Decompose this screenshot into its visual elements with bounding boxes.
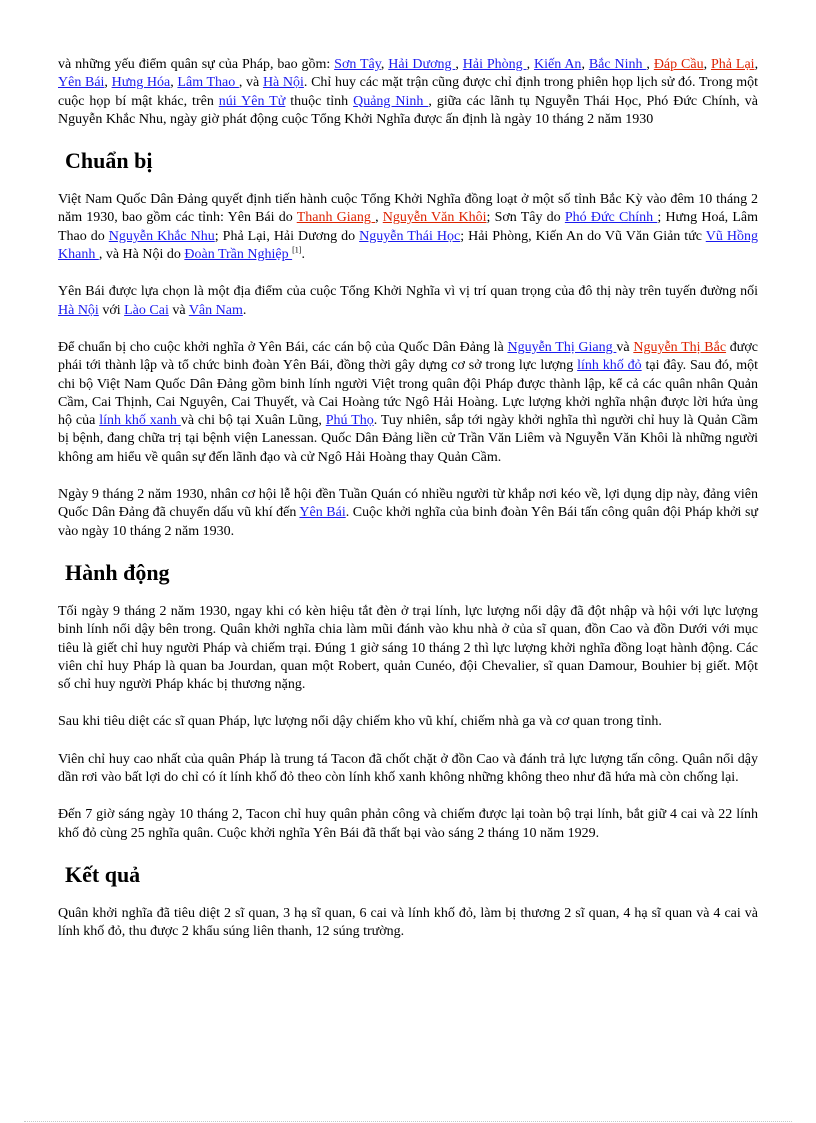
text-run: Viên chỉ huy cao nhất của quân Pháp là trung tá Tacon đã chốt chặt ở đồn Cao và đánh trả lực lượng tấn công. Quân nổi dậy dần rơi vào bất lợi do chỉ có ít lính khố đỏ theo còn lính khố xanh không những không theo như đã hứa mà còn chống lại.	[58, 751, 758, 786]
paragraph-results	[58, 905, 758, 942]
inline-link[interactable]: Nguyễn Thị Bắc	[633, 339, 727, 355]
inline-link[interactable]: Hà Nội	[58, 302, 99, 318]
text-run: ,	[703, 57, 711, 72]
inline-link[interactable]: Phú Thọ	[325, 413, 374, 429]
inline-link[interactable]: Bắc Ninh	[588, 57, 647, 72]
paragraph-seize-armory	[58, 713, 758, 731]
text-run: được phái tới thành lập và tổ chức binh đoàn Yên Bái, đồng thời gây dựng cơ sở trong lực lượng	[58, 339, 758, 374]
text-run: , và Hà Nội do	[98, 247, 185, 263]
text-run: ; Phả Lại, Hải Dương do	[214, 228, 360, 244]
text-run: và những yếu điểm quân sự của Pháp, bao gồm:	[58, 57, 335, 72]
text-run: ,	[646, 57, 654, 72]
paragraph-yen-bai-preparation	[58, 339, 758, 467]
inline-link[interactable]: Vân Nam	[188, 302, 243, 318]
paragraph-preparation-provinces	[58, 191, 758, 264]
inline-link[interactable]: Kiến An	[533, 57, 582, 72]
inline-link[interactable]: Sơn Tây	[334, 57, 381, 72]
text-run: ,	[104, 75, 112, 91]
inline-link[interactable]: Hưng Hóa	[111, 75, 171, 91]
text-run: ,	[526, 57, 534, 72]
text-run: và	[168, 302, 189, 318]
text-run: thuộc tỉnh	[285, 93, 354, 109]
inline-link[interactable]: Đoàn Trần Nghiệp	[184, 247, 293, 263]
inline-link[interactable]: Hà Nội	[262, 75, 304, 91]
paragraph-festival	[58, 486, 758, 541]
text-run: tại đây. Sau đó, một chi bộ Việt Nam Quốc Dân Đảng gồm binh lính người Việt trong quân đội Pháp được thành lập, kể cả các quân nhân Quản Cầm, Cai Thịnh, Cai Nguyên, Cai Thuyết, và Cai Hoàng tức Ngô Hải Hoàng. Lực lượng khởi nghĩa nhận được lời hứa ủng hộ của	[58, 358, 759, 429]
text-run: ; Hải Phòng, Kiến An do Vũ Văn Giản tức	[460, 228, 706, 244]
inline-link[interactable]: Lâm Thao	[177, 75, 239, 91]
inline-link[interactable]: Phả Lại	[711, 57, 755, 72]
inline-link[interactable]: Nguyễn Văn Khôi	[382, 210, 487, 226]
heading-hanh-dong: Hành động	[65, 559, 170, 585]
text-run: Quân khởi nghĩa đã tiêu diệt 2 sĩ quan, 3 hạ sĩ quan, 6 cai và lính khố đỏ, làm bị thương 2 sĩ quan, 4 hạ sĩ quan và 4 cai và lính khố đỏ, thu được 2 khẩu súng liên thanh, 12 súng trường.	[58, 905, 758, 940]
text-run: ,	[581, 57, 589, 72]
inline-link[interactable]: Hải Dương	[388, 57, 456, 72]
page-bottom-divider	[24, 1121, 792, 1122]
text-run: ,	[375, 210, 383, 226]
text-run: , giữa các lãnh tụ Nguyễn Thái Học, Phó Đức Chính, và Nguyễn Khắc Nhu, ngày giờ phát động cuộc Tổng Khởi Nghĩa được ấn định là ngày 10 tháng 2 năm 1930	[58, 93, 758, 127]
paragraph-intro	[58, 56, 758, 129]
paragraph-yen-bai-location	[58, 283, 758, 320]
text-run: Đến 7 giờ sáng ngày 10 tháng 2, Tacon chỉ huy quân phản công và chiếm được lại toàn bộ trại lính, bắt giữ 4 cai và 22 lính khố đỏ cùng 25 nghĩa quân. Cuộc khởi nghĩa Yên Bái đã thất bại vào sáng 2 tháng 10 năm 1929.	[58, 807, 758, 841]
text-run: Việt Nam Quốc Dân Đảng quyết định tiến hành cuộc Tổng Khởi Nghĩa đồng loạt ở một số tỉnh Bắc Kỳ vào đêm 10 tháng 2 năm 1930, bao gồm các tỉnh: Yên Bái do	[58, 192, 758, 226]
text-run: ,	[380, 57, 389, 72]
text-run: . Tuy nhiên, sắp tới ngày khởi nghĩa thì người chỉ huy là Quản Cầm bị bệnh, đang chữa trị tại bệnh viện Lanessan. Quốc Dân Đảng liền cử Trần Văn Liêm và Nguyễn Văn Khôi là những người không am hiểu về quân sự đến lãnh đạo và cử Ngô Hải Hoàng thay Quản Cầm.	[58, 413, 758, 465]
text-run: .	[301, 247, 305, 263]
footnote-ref-link[interactable]: [1]	[292, 245, 302, 255]
document-page	[58, 56, 758, 961]
paragraph-night-attack	[58, 603, 758, 694]
text-run: ,	[455, 57, 463, 72]
inline-link[interactable]: Vũ Hồng Khanh	[58, 228, 758, 263]
inline-link[interactable]: núi Yên Tử	[218, 93, 286, 109]
inline-link[interactable]: Hải Phòng	[462, 57, 527, 72]
inline-link[interactable]: Nguyễn Thái Học	[359, 228, 461, 244]
text-run: và chi bộ tại Xuân Lũng,	[180, 413, 326, 429]
text-run: . Cuộc khởi nghĩa của binh đoàn Yên Bái tấn công quân đội Pháp khởi sự vào ngày 10 tháng 2 năm 1930.	[58, 505, 758, 539]
text-run: Sau khi tiêu diệt các sĩ quan Pháp, lực lượng nổi dậy chiếm kho vũ khí, chiếm nhà ga và cơ quan trong tỉnh.	[58, 714, 662, 730]
inline-link[interactable]: Nguyễn Thị Giang	[507, 339, 617, 355]
paragraph-counterattack	[58, 806, 758, 843]
inline-link[interactable]: lính khố xanh	[99, 413, 181, 429]
text-run: ; Hưng Hoá, Lâm Thao do	[58, 210, 759, 244]
text-run: , và	[238, 75, 263, 91]
inline-link[interactable]: lính khố đỏ	[577, 358, 642, 374]
heading-chuan-bi: Chuẩn bị	[65, 148, 153, 174]
inline-link[interactable]: Phó Đức Chính	[564, 210, 658, 226]
text-run: ,	[754, 57, 759, 72]
text-run: Để chuẩn bị cho cuộc khởi nghĩa ở Yên Bái, các cán bộ của Quốc Dân Đảng là	[58, 339, 508, 355]
text-run: với	[98, 302, 125, 318]
inline-link[interactable]: Lào Cai	[124, 302, 169, 318]
text-run: Ngày 9 tháng 2 năm 1930, nhân cơ hội lễ hội đền Tuần Quán có nhiều người từ khắp nơi kéo về, lợi dụng dịp này, đảng viên Quốc Dân Đảng đã chuyển dấu vũ khí đến	[58, 487, 758, 521]
paragraph-tacon-defense	[58, 751, 758, 788]
text-run: Yên Bái được lựa chọn là một địa điểm của cuộc Tổng Khởi Nghĩa vì vị trí quan trọng của đô thị này trên tuyến đường nối	[58, 284, 758, 300]
text-run: ,	[170, 75, 178, 91]
inline-link[interactable]: Nguyễn Khắc Nhu	[108, 228, 215, 244]
text-run: và	[616, 339, 634, 355]
inline-link[interactable]: Thanh Giang	[296, 210, 376, 226]
text-run: ; Sơn Tây do	[486, 210, 565, 226]
text-run: .	[242, 302, 247, 318]
inline-link[interactable]: Quảng Ninh	[353, 93, 429, 109]
inline-link[interactable]: Yên Bái	[58, 75, 105, 91]
heading-ket-qua: Kết quả	[65, 861, 141, 887]
inline-link[interactable]: Yên Bái	[299, 505, 346, 521]
inline-link[interactable]: Đáp Cầu	[653, 57, 704, 72]
text-run: . Chỉ huy các mặt trận cũng được chỉ định trong phiên họp lịch sử đó. Trong một cuộc họp bí mật khác, trên	[58, 75, 759, 109]
text-run: Tối ngày 9 tháng 2 năm 1930, ngay khi có kèn hiệu tắt đèn ở trại lính, lực lượng nổi dậy đã đột nhập và hội với lực lượng binh lính nổi dậy bên trong. Quân khởi nghĩa chia làm mũi đánh vào khu nhà ở của sĩ quan, đồn Cao và đồn Dưới với mục tiêu là giết chỉ huy người Pháp và chiếm trại. Đúng 1 giờ sáng 10 tháng 2 thì lực lượng khởi nghĩa đồng loạt hành động. Các viên chỉ huy Pháp là quan ba Jourdan, quan một Robert, quản Cunéo, đội Chevalier, sĩ quan Damour, Bouhier bị giết. Một số chỉ huy người Pháp khác bị thương nặng.	[58, 603, 758, 693]
